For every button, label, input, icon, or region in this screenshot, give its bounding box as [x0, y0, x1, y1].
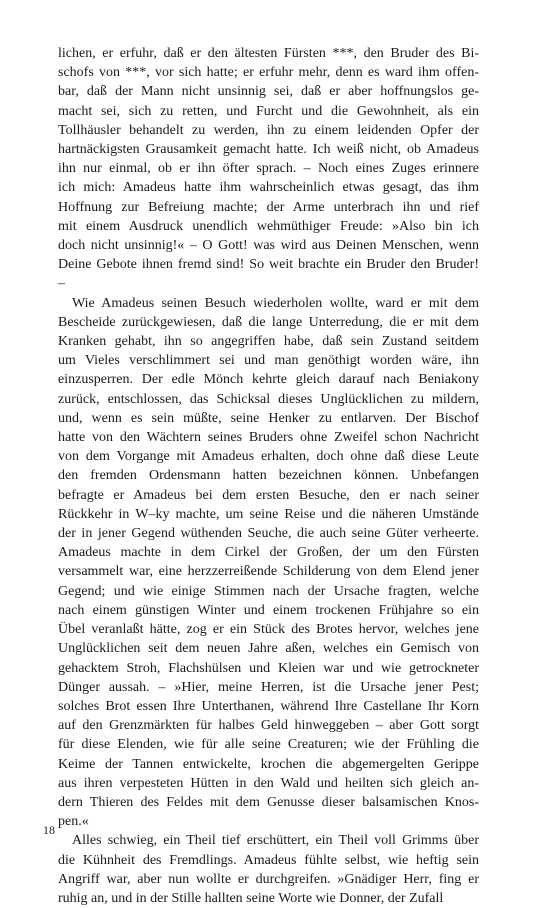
- text-line: Angriff war, aber nun wollte er durchgreifen. »Gnädiger Herr, fing er: [58, 871, 479, 887]
- body-text: [58, 44, 479, 908]
- text-line: ich mich: Amadeus hatte ihm wahrscheinlich etwas gesagt, das ihm: [58, 180, 479, 196]
- text-line: bar, daß der Mann nicht unsinnig sei, daß er aber hoffnungslos ge-: [58, 84, 479, 100]
- text-line: schofs von ***, vor sich hatte; er erfuhr mehr, denn es ward ihm offen-: [58, 65, 479, 81]
- text-line: die Kühnheit des Fremdlings. Amadeus fühlte selbst, wie heftig sein: [58, 852, 479, 868]
- text-line: von dem Vorgange mit Amadeus erhalten, doch ohne daß diese Leute: [58, 449, 479, 465]
- text-line: doch nicht unsinnig!« – O Gott! was wird aus Deinen Menschen, wenn: [58, 238, 479, 254]
- text-line: Keime der Tannen entwickelte, krochen die abgemergelten Gerippe: [58, 756, 479, 772]
- text-line: gehacktem Stroh, Flachshülsen und Kleien war und wie getrockneter: [58, 660, 479, 676]
- text-line: einzusperren. Der edle Mönch kehrte gleich darauf nach Beniakony: [58, 372, 479, 388]
- text-line: solches Brot essen Ihre Unterthanen, während Ihre Castellane Ihr Korn: [58, 698, 479, 714]
- text-line: befragte er Amadeus bei dem ersten Besuche, den er nach seiner: [58, 487, 479, 503]
- text-line: Alles schwieg, ein Theil tief erschüttert, ein Theil voll Grimms über: [72, 833, 479, 849]
- text-line: auf den Grenzmärkten für halbes Geld hinweggeben – aber Gott sorgt: [58, 718, 479, 734]
- text-line: Bescheide zurückgewiesen, daß die lange Unterredung, die er mit dem: [58, 314, 479, 330]
- text-line: und, wenn es sein müßte, seine Henker zu entlarven. Der Bischof: [58, 410, 479, 426]
- text-line: Hoffnung zur Befreiung machte; der Arme unterbrach ihn und rief: [58, 199, 479, 215]
- text-line: der in jener Gegend wüthenden Seuche, die auch seine Güter verheerte.: [58, 526, 479, 542]
- text-line: Dünger aussah. – »Hier, meine Herren, ist die Ursache jener Pest;: [58, 679, 479, 695]
- text-line: Übel veranlaßt hätte, zog er ein Stück des Brotes hervor, welches jene: [58, 622, 479, 638]
- text-line: nach einem günstigen Winter und einem trockenen Frühjahre so ein: [58, 602, 479, 618]
- text-line: dern Thieren des Feldes mit dem Genusse dieser balsamischen Knos-: [58, 794, 479, 810]
- text-line: ihn nur einmal, ob er ihn öfter sprach. – Noch eines Zuges erinnere: [58, 161, 479, 177]
- text-line: ruhig an, und in der Stille hallten seine Worte wie Donner, der Zufall: [58, 890, 444, 906]
- text-line: den fremden Ordensmann hatten bezeichnen können. Unbefangen: [58, 468, 479, 484]
- text-line: Unglücklichen seit dem neuen Jahre aßen, welches ein Gemisch von: [58, 641, 479, 657]
- text-line: Wie Amadeus seinen Besuch wiederholen wollte, ward er mit dem: [72, 295, 479, 311]
- text-line: pen.«: [58, 814, 89, 830]
- text-line: versammelt war, eine herzzerreißende Schilderung von dem Elend jener: [58, 564, 479, 580]
- text-line: macht sei, sich zu retten, und Furcht und die Gewohnheit, als ein: [58, 103, 479, 119]
- text-line: Deine Gebote ihnen fremd sind! So weit brachte ein Bruder den Bruder!: [58, 257, 479, 273]
- page-number: 18: [43, 823, 55, 837]
- text-line: um Vieles verschlimmert sei und man genöthigt worden wäre, ihn: [58, 353, 479, 369]
- text-line: hartnäckigsten Grausamkeit gemacht hatte. Ich weiß nicht, ob Amadeus: [58, 142, 479, 158]
- text-line: zurück, entschlossen, das Schicksal dieses Unglücklichen zu mildern,: [58, 391, 479, 407]
- text-line: Gegend; und wie einige Stimmen nach der Ursache fragten, welche: [58, 583, 479, 599]
- text-line: mit einem Ausdruck unendlich wehmüthiger Freude: »Also bin ich: [58, 218, 479, 234]
- text-line: –: [58, 276, 65, 292]
- text-line: hatte von den Wächtern seines Bruders ohne Zweifel schon Nachricht: [58, 430, 479, 446]
- text-line: Tollhäusler behandelt zu werden, ihn zu einem leidenden Opfer der: [58, 122, 479, 138]
- text-line: für diese Elenden, wie für alle seine Creaturen; wie der Frühling die: [58, 737, 479, 753]
- text-line: aus ihren verpesteten Hütten in den Wald und heilten sich gleich an-: [58, 775, 479, 791]
- text-line: lichen, er erfuhr, daß er den ältesten Fürsten ***, den Bruder des Bi-: [58, 46, 479, 61]
- text-line: Amadeus machte in dem Cirkel der Großen, der um den Fürsten: [58, 545, 479, 561]
- text-line: Rückkehr in W–ky machte, um seine Reise und die näheren Umstände: [58, 506, 479, 522]
- book-page: [58, 44, 479, 908]
- text-line: Kranken gehabt, ihn so angegriffen habe, daß sein Zustand seitdem: [58, 334, 479, 350]
